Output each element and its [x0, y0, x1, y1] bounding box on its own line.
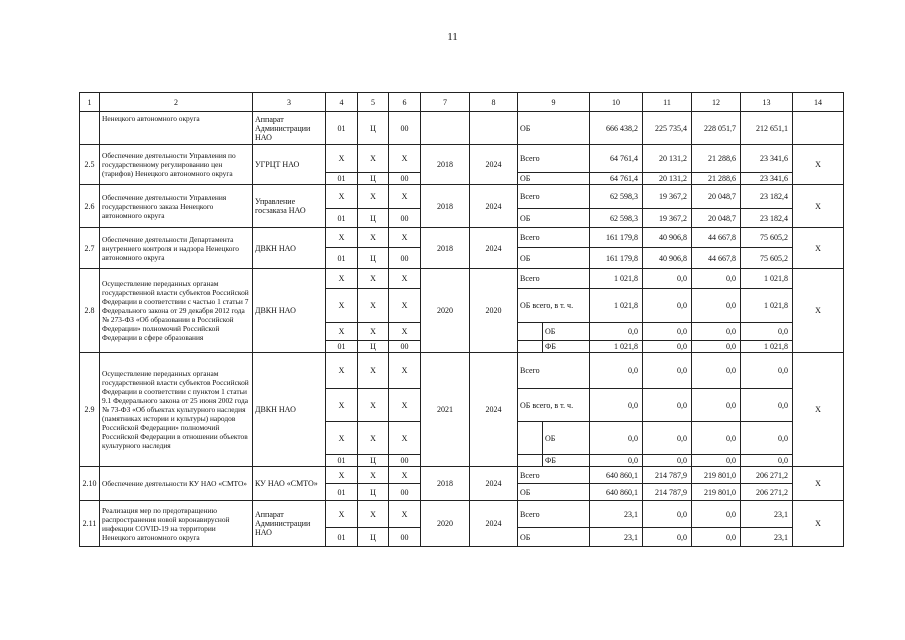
- value-cell: 40 906,8: [643, 248, 692, 269]
- code-cell: Х: [358, 422, 389, 455]
- header-cell: 9: [518, 93, 590, 112]
- code-cell: Ц: [358, 341, 389, 353]
- code-cell: Х: [358, 353, 389, 389]
- row-number: 2.8: [80, 269, 100, 353]
- code-cell: Х: [389, 353, 421, 389]
- value-cell: 23,1: [741, 528, 793, 547]
- value-cell: 0,0: [643, 269, 692, 289]
- row-description: Осуществление переданных органам государственной власти субъектов Российской Федерации в соответствии с пунктом 1 статьи 9.1 Федерального закона от 25 июня 2002 года № 73-ФЗ «Об объектах культурного наследия (памятниках истории и культуры) народов Российской Федерации» полномочий Российской Федерации в отношении объектов культурного наследия: [100, 353, 253, 467]
- row-organization: ДВКН НАО: [253, 269, 326, 353]
- row-number: 2.9: [80, 353, 100, 467]
- code-cell: 01: [326, 341, 358, 353]
- start-year: 2020: [421, 269, 470, 353]
- value-cell: 0,0: [741, 323, 793, 341]
- value-cell: 23 182,4: [741, 209, 793, 228]
- code-cell: 00: [389, 248, 421, 269]
- code-cell: Х: [389, 323, 421, 341]
- start-year: 2021: [421, 353, 470, 467]
- row-number: 2.11: [80, 501, 100, 547]
- table-row: [80, 145, 844, 173]
- value-cell: 214 787,9: [643, 484, 692, 501]
- code-cell: Ц: [358, 112, 389, 145]
- source-cell: ОБ: [518, 209, 590, 228]
- value-cell: 23,1: [590, 528, 643, 547]
- code-cell: Х: [326, 323, 358, 341]
- value-cell: 0,0: [741, 389, 793, 422]
- header-cell: 13: [741, 93, 793, 112]
- row-number: 2.7: [80, 228, 100, 269]
- value-cell: 62 598,3: [590, 185, 643, 209]
- value-cell: 0,0: [590, 389, 643, 422]
- value-cell: 44 667,8: [692, 248, 741, 269]
- value-cell: 640 860,1: [590, 484, 643, 501]
- code-cell: Х: [358, 269, 389, 289]
- value-cell: 21 288,6: [692, 145, 741, 173]
- header-cell: 11: [643, 93, 692, 112]
- row-description: Обеспечение деятельности Управления государственного заказа Ненецкого автономного округа: [100, 185, 253, 228]
- header-cell: 7: [421, 93, 470, 112]
- code-cell: 01: [326, 209, 358, 228]
- value-cell: 0,0: [692, 353, 741, 389]
- value-cell: 75 605,2: [741, 228, 793, 248]
- code-cell: Х: [326, 467, 358, 484]
- header-cell: 10: [590, 93, 643, 112]
- table-row: [80, 185, 844, 209]
- code-cell: 01: [326, 455, 358, 467]
- code-cell: Х: [389, 289, 421, 323]
- header-cell: 3: [253, 93, 326, 112]
- value-cell: 1 021,8: [741, 289, 793, 323]
- code-cell: Х: [389, 422, 421, 455]
- source-cell: Всего: [518, 501, 590, 528]
- code-cell: Х: [326, 269, 358, 289]
- source-cell: ФБ: [543, 455, 590, 467]
- value-cell: 0,0: [643, 501, 692, 528]
- code-cell: Ц: [358, 484, 389, 501]
- table-row: [80, 228, 844, 248]
- row-organization: КУ НАО «СМТО»: [253, 467, 326, 501]
- code-cell: Х: [326, 501, 358, 528]
- value-cell: 0,0: [590, 455, 643, 467]
- end-year: 2024: [470, 467, 518, 501]
- value-cell: 228 051,7: [692, 112, 741, 145]
- source-cell: ОБ: [518, 248, 590, 269]
- table-row: [80, 269, 844, 289]
- value-cell: 21 288,6: [692, 173, 741, 185]
- value-cell: 23 182,4: [741, 185, 793, 209]
- value-cell: 225 735,4: [643, 112, 692, 145]
- code-cell: Х: [358, 228, 389, 248]
- source-cell: ОБ: [518, 173, 590, 185]
- start-year: 2018: [421, 228, 470, 269]
- code-cell: Х: [389, 228, 421, 248]
- code-cell: Х: [326, 389, 358, 422]
- code-cell: 00: [389, 209, 421, 228]
- value-cell: 20 131,2: [643, 173, 692, 185]
- value-cell: 0,0: [643, 289, 692, 323]
- value-cell: 19 367,2: [643, 209, 692, 228]
- value-cell: 23,1: [590, 501, 643, 528]
- value-cell: 62 598,3: [590, 209, 643, 228]
- row-organization: Аппарат Администрации НАО: [253, 112, 326, 145]
- source-cell: Всего: [518, 269, 590, 289]
- value-cell: 212 651,1: [741, 112, 793, 145]
- value-cell: 23 341,6: [741, 173, 793, 185]
- code-cell: Х: [358, 145, 389, 173]
- row-organization: УГРЦТ НАО: [253, 145, 326, 185]
- code-cell: 00: [389, 455, 421, 467]
- code-cell: Х: [326, 353, 358, 389]
- header-cell: 14: [793, 93, 844, 112]
- value-cell: 0,0: [692, 455, 741, 467]
- code-cell: Х: [389, 501, 421, 528]
- row-description: Обеспечение деятельности КУ НАО «СМТО»: [100, 467, 253, 501]
- target-cell: Х: [793, 269, 844, 353]
- code-cell: 01: [326, 484, 358, 501]
- source-cell: Всего: [518, 467, 590, 484]
- end-year: 2024: [470, 185, 518, 228]
- source-cell: ОБ: [543, 422, 590, 455]
- value-cell: 23,1: [741, 501, 793, 528]
- code-cell: Ц: [358, 248, 389, 269]
- code-cell: 00: [389, 341, 421, 353]
- row-organization: Аппарат Администрации НАО: [253, 501, 326, 547]
- row-description: Ненецкого автономного округа: [100, 112, 253, 145]
- value-cell: 0,0: [692, 341, 741, 353]
- value-cell: 20 131,2: [643, 145, 692, 173]
- source-cell: ОБ: [518, 112, 590, 145]
- code-cell: Х: [389, 467, 421, 484]
- value-cell: 0,0: [692, 323, 741, 341]
- code-cell: Х: [358, 323, 389, 341]
- target-cell: Х: [793, 501, 844, 547]
- value-cell: 1 021,8: [590, 289, 643, 323]
- code-cell: Х: [326, 145, 358, 173]
- code-cell: 01: [326, 248, 358, 269]
- header-cell: 12: [692, 93, 741, 112]
- code-cell: Х: [358, 185, 389, 209]
- header-cell: 8: [470, 93, 518, 112]
- row-number: 2.6: [80, 185, 100, 228]
- start-year: 2018: [421, 185, 470, 228]
- value-cell: 0,0: [692, 389, 741, 422]
- row-description: Осуществление переданных органам государственной власти субъектов Российской Федерации в соответствии с частью 1 статьи 7 Федерального закона от 29 декабря 2012 года № 273-ФЗ «Об образовании в Российской Федерации» полномочий Российской Федерации в сфере образования: [100, 269, 253, 353]
- row-organization: ДВКН НАО: [253, 353, 326, 467]
- code-cell: Х: [358, 467, 389, 484]
- source-cell: Всего: [518, 145, 590, 173]
- value-cell: 0,0: [741, 455, 793, 467]
- code-cell: Ц: [358, 528, 389, 547]
- value-cell: 19 367,2: [643, 185, 692, 209]
- value-cell: 0,0: [692, 501, 741, 528]
- page-number: 11: [447, 31, 458, 43]
- value-cell: 44 667,8: [692, 228, 741, 248]
- code-cell: 00: [389, 484, 421, 501]
- value-cell: 0,0: [643, 528, 692, 547]
- program-table: [79, 92, 844, 547]
- code-cell: Ц: [358, 173, 389, 185]
- row-organization: ДВКН НАО: [253, 228, 326, 269]
- header-cell: 6: [389, 93, 421, 112]
- value-cell: 20 048,7: [692, 185, 741, 209]
- code-cell: Х: [389, 145, 421, 173]
- source-cell: ОБ всего, в т. ч.: [518, 389, 590, 422]
- code-cell: Х: [326, 422, 358, 455]
- end-year: 2024: [470, 353, 518, 467]
- value-cell: 0,0: [643, 455, 692, 467]
- end-year: 2024: [470, 145, 518, 185]
- table-row: [80, 467, 844, 484]
- value-cell: 23 341,6: [741, 145, 793, 173]
- start-year: 2018: [421, 467, 470, 501]
- row-description: Обеспечение деятельности Управления по государственному регулированию цен (тарифов) Ненецкого автономного округа: [100, 145, 253, 185]
- value-cell: 640 860,1: [590, 467, 643, 484]
- code-cell: Х: [389, 185, 421, 209]
- value-cell: 666 438,2: [590, 112, 643, 145]
- source-cell: Всего: [518, 228, 590, 248]
- value-cell: 1 021,8: [590, 341, 643, 353]
- code-cell: Х: [326, 185, 358, 209]
- value-cell: 0,0: [643, 323, 692, 341]
- value-cell: 0,0: [590, 353, 643, 389]
- target-cell: Х: [793, 185, 844, 228]
- value-cell: 0,0: [741, 353, 793, 389]
- code-cell: 00: [389, 173, 421, 185]
- value-cell: 0,0: [741, 422, 793, 455]
- row-description: Обеспечение деятельности Департамента внутреннего контроля и надзора Ненецкого автономного округа: [100, 228, 253, 269]
- header-cell: 5: [358, 93, 389, 112]
- row-description: Реализация мер по предотвращению распространения новой коронавирусной инфекции COVID-19 на территории Ненецкого автономного округа: [100, 501, 253, 547]
- row-organization: Управление госзаказа НАО: [253, 185, 326, 228]
- code-cell: 01: [326, 112, 358, 145]
- table-row: [80, 112, 844, 145]
- source-cell: ОБ всего, в т. ч.: [518, 289, 590, 323]
- value-cell: 0,0: [643, 353, 692, 389]
- value-cell: 0,0: [692, 528, 741, 547]
- code-cell: 01: [326, 528, 358, 547]
- value-cell: 1 021,8: [590, 269, 643, 289]
- value-cell: 161 179,8: [590, 228, 643, 248]
- code-cell: Х: [389, 389, 421, 422]
- value-cell: 206 271,2: [741, 467, 793, 484]
- header-cell: 2: [100, 93, 253, 112]
- value-cell: 219 801,0: [692, 484, 741, 501]
- value-cell: 1 021,8: [741, 341, 793, 353]
- target-cell: Х: [793, 353, 844, 467]
- value-cell: 0,0: [692, 269, 741, 289]
- value-cell: 20 048,7: [692, 209, 741, 228]
- start-year: 2018: [421, 145, 470, 185]
- source-cell: ОБ: [543, 323, 590, 341]
- source-cell: Всего: [518, 353, 590, 389]
- value-cell: 75 605,2: [741, 248, 793, 269]
- end-year: 2020: [470, 269, 518, 353]
- source-cell: ОБ: [518, 484, 590, 501]
- code-cell: 00: [389, 112, 421, 145]
- value-cell: 214 787,9: [643, 467, 692, 484]
- end-year: 2024: [470, 228, 518, 269]
- code-cell: 00: [389, 528, 421, 547]
- table-row: [80, 501, 844, 528]
- value-cell: 0,0: [692, 289, 741, 323]
- value-cell: 0,0: [643, 389, 692, 422]
- value-cell: 0,0: [643, 341, 692, 353]
- value-cell: 206 271,2: [741, 484, 793, 501]
- value-cell: 1 021,8: [741, 269, 793, 289]
- source-cell: ОБ: [518, 528, 590, 547]
- code-cell: Х: [358, 289, 389, 323]
- value-cell: 64 761,4: [590, 173, 643, 185]
- row-number: 2.10: [80, 467, 100, 501]
- value-cell: 0,0: [590, 323, 643, 341]
- code-cell: Х: [389, 269, 421, 289]
- start-year: 2020: [421, 501, 470, 547]
- code-cell: Х: [358, 389, 389, 422]
- code-cell: Ц: [358, 209, 389, 228]
- header-cell: 4: [326, 93, 358, 112]
- value-cell: 0,0: [692, 422, 741, 455]
- column-number-row: [80, 93, 844, 112]
- source-cell: Всего: [518, 185, 590, 209]
- code-cell: Х: [326, 289, 358, 323]
- target-cell: Х: [793, 145, 844, 185]
- target-cell: Х: [793, 228, 844, 269]
- target-cell: Х: [793, 467, 844, 501]
- code-cell: Ц: [358, 455, 389, 467]
- value-cell: 40 906,8: [643, 228, 692, 248]
- header-cell: 1: [80, 93, 100, 112]
- value-cell: 161 179,8: [590, 248, 643, 269]
- code-cell: Х: [326, 228, 358, 248]
- end-year: 2024: [470, 501, 518, 547]
- table-row: [80, 353, 844, 389]
- code-cell: Х: [358, 501, 389, 528]
- code-cell: 01: [326, 173, 358, 185]
- value-cell: 219 801,0: [692, 467, 741, 484]
- value-cell: 0,0: [590, 422, 643, 455]
- row-number: 2.5: [80, 145, 100, 185]
- source-cell: ФБ: [543, 341, 590, 353]
- value-cell: 0,0: [643, 422, 692, 455]
- value-cell: 64 761,4: [590, 145, 643, 173]
